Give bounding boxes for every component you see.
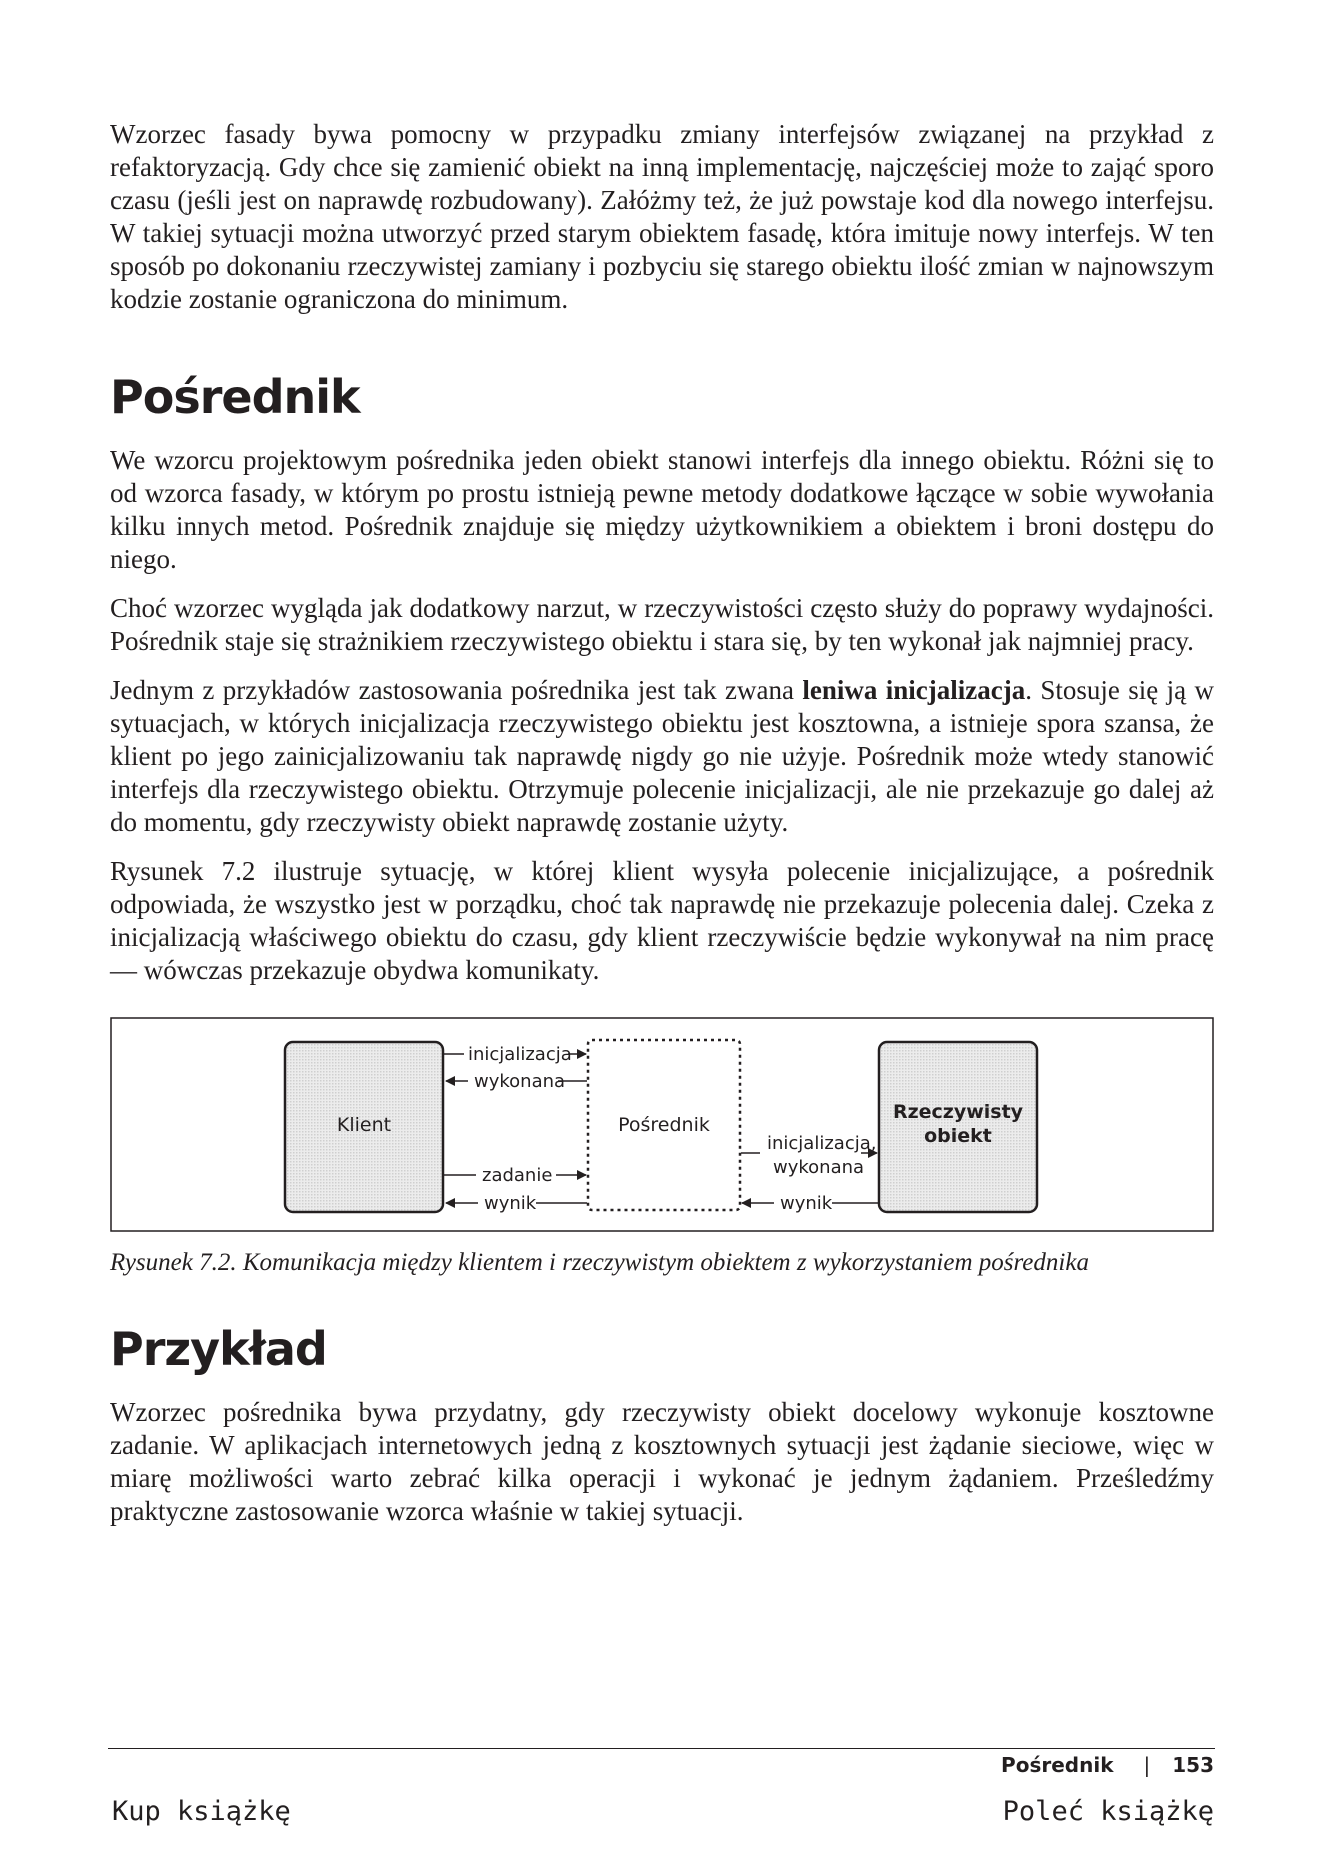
paragraph-5: Wzorzec pośrednika bywa przydatny, gdy rzeczywisty obiekt docelowy wykonuje kosztowne zadanie. W aplikacjach internetowych jedną z kosztownych sytuacji jest żądanie sieciowe, więc w miarę możliwości warto zebrać kilka operacji i wykonać je jednym żądaniem. Prześledźmy praktyczne zastosowanie wzorca właśnie w takiej sytuacji. xyxy=(110,1397,1214,1526)
real-object-label-line2: obiekt xyxy=(924,1125,992,1147)
message-result-right: wynik xyxy=(780,1193,833,1214)
message-result-left: wynik xyxy=(484,1193,537,1214)
page-number: 153 xyxy=(1172,1753,1214,1777)
figure-7-2 xyxy=(110,1017,1214,1232)
paragraph-3-end: . Stosuje się ją w sytuacjach, w których inicjalizacja rzeczywistego obiektu jest kosztowna, a istnieje spora szansa, że klient po jego zainicjalizowaniu tak naprawdę nigdy go nie użyje. Pośrednik może wtedy stanowić interfejs dla rzeczywistego obiektu. Otrzymuje polecenie inicjalizacji, ale nie przekazuje go dalej aż do momentu, gdy rzeczywisty obiekt naprawdę zostanie użyty. xyxy=(110,675,1214,837)
real-object-label-line1: Rzeczywisty xyxy=(892,1101,1024,1123)
page-content xyxy=(110,118,1214,1528)
term-lazy-initialization: leniwa inicjalizacja xyxy=(802,675,1026,705)
paragraph-2: Choć wzorzec wygląda jak dodatkowy narzut, w rzeczywistości często służy do poprawy wydajności. Pośrednik staje się strażnikiem rzeczywistego obiektu i stara się, by ten wykonał jak najmniej pracy. xyxy=(110,593,1214,656)
message-forward-line1: inicjalizacja, xyxy=(767,1133,877,1154)
footer-section-title: Pośrednik xyxy=(1001,1753,1114,1777)
buy-book-link[interactable]: Kup książkę xyxy=(112,1796,291,1827)
recommend-book-link[interactable]: Poleć książkę xyxy=(1002,1796,1214,1827)
message-forward-line2: wykonana xyxy=(773,1157,865,1178)
proxy-diagram xyxy=(110,1017,1214,1232)
proxy-label: Pośrednik xyxy=(618,1114,710,1136)
paragraph-1: We wzorcu projektowym pośrednika jeden obiekt stanowi interfejs dla innego obiektu. Różni się to od wzorca fasady, w którym po prostu istnieją pewne metody dodatkowe łączące w sobie wywołania kilku innych metod. Pośrednik znajduje się między użytkownikiem a obiektem i broni dostępu do niego. xyxy=(110,445,1214,574)
heading-posrednik: Pośrednik xyxy=(110,370,360,424)
message-task: zadanie xyxy=(482,1165,553,1186)
heading-przyklad: Przykład xyxy=(110,1322,327,1376)
footer-separator: | xyxy=(1143,1753,1151,1777)
paragraph-3-start: Jednym z przykładów zastosowania pośrednika jest tak zwana xyxy=(110,675,803,705)
client-label: Klient xyxy=(336,1114,392,1136)
message-init: inicjalizacja xyxy=(468,1044,572,1065)
figure-caption: Rysunek 7.2. Komunikacja między klientem i rzeczywistym obiektem z wykorzystaniem pośrednika xyxy=(110,1249,1089,1276)
paragraph-3 xyxy=(110,674,1214,839)
running-footer xyxy=(1001,1750,1214,1780)
footer-rule xyxy=(108,1748,1215,1749)
paragraph-intro: Wzorzec fasady bywa pomocny w przypadku zmiany interfejsów związanej na przykład z refaktoryzacją. Gdy chce się zamienić obiekt na inną implementację, najczęściej może to zająć sporo czasu (jeśli jest on naprawdę rozbudowany). Załóżmy też, że już powstaje kod dla nowego interfejsu. W takiej sytuacji można utworzyć przed starym obiektem fasadę, która imituje nowy interfejs. W ten sposób po dokonaniu rzeczywistej zamiany i pozbyciu się starego obiektu ilość zmian w najnowszym kodzie zostanie ograniczona do minimum. xyxy=(110,119,1214,314)
paragraph-4: Rysunek 7.2 ilustruje sytuację, w której klient wysyła polecenie inicjalizujące, a pośrednik odpowiada, że wszystko jest w porządku, choć tak naprawdę nie przekazuje polecenia dalej. Czeka z inicjalizacją właściwego obiektu do czasu, gdy klient rzeczywiście będzie wykonywał na nim pracę — wówczas przekazuje obydwa komunikaty. xyxy=(110,856,1214,985)
message-done: wykonana xyxy=(474,1071,566,1092)
